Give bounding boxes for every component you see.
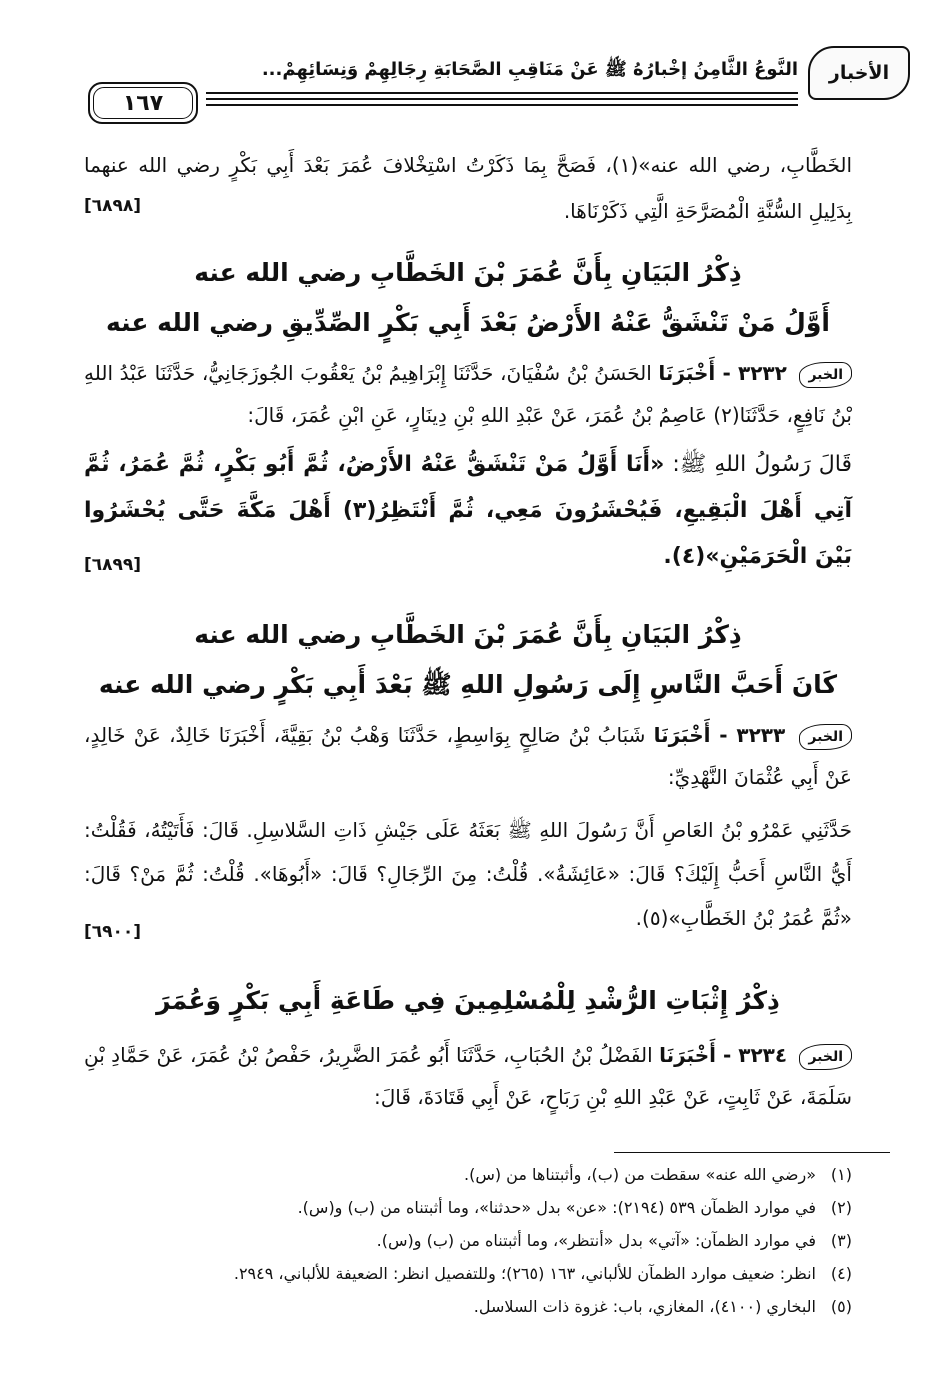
- section-subheading: أَوَّلُ مَنْ تَنْشَقُّ عَنْهُ الأَرْضُ بَعْدَ أَبِي بَكْرٍ الصِّدِّيقِ رضي الله عنه: [106, 308, 830, 337]
- footnote: [84, 1224, 852, 1257]
- footnote-text: في موارد الظمآن ٥٣٩ (٢١٩٤): «عن» بدل «حدثنا»، وما أثبتناه من (ب) و(س).: [297, 1198, 816, 1217]
- page-number-text: ١٦٧: [122, 90, 164, 116]
- page-header: [88, 46, 910, 126]
- hadith-number: ٣٢٣٢ - أَخْبَرَنَا: [658, 361, 787, 385]
- footnote: [84, 1158, 852, 1191]
- section-subheading: كَانَ أَحَبَّ النَّاسِ إِلَى رَسُولِ اللهِ ﷺ بَعْدَ أَبِي بَكْرٍ رضي الله عنه: [98, 670, 838, 699]
- footnote-number: (٤): [830, 1264, 852, 1283]
- footnote-text: «رضي الله عنه» سقطت من (ب)، وأثبتناها من (س).: [463, 1165, 816, 1184]
- reference-number: [٦٨٩٩]: [84, 555, 142, 575]
- intro-text: الخَطَّابِ، رضي الله عنه»(١)، فَصَحَّ بِمَا ذَكَرْتُ اسْتِخْلافَ عُمَرَ بَعْدَ أَبِي بَكْرٍ رضي الله عنهما بِدَلِيلِ السُّنَّةِ الْمُصَرَّحَةِ الَّتِي ذَكَرْنَاهَا.: [84, 153, 852, 223]
- footnote: [84, 1191, 852, 1224]
- reference-number: [٦٨٩٨]: [84, 196, 142, 216]
- section-heading: ذِكْرُ إِثْبَاتِ الرُّشْدِ لِلْمُسْلِمِينَ فِي طَاعَةِ أَبِي بَكْرٍ وَعُمَرَ: [156, 986, 780, 1015]
- hadith-number: ٣٢٣٣ - أَخْبَرَنَا: [653, 723, 786, 747]
- intro-paragraph: [84, 142, 852, 234]
- footnotes: [84, 1158, 852, 1323]
- matn-text: حَدَّثَنِي عَمْرُو بْنُ العَاصِ أَنَّ رَسُولَ اللهِ ﷺ بَعَثَهُ عَلَى جَيْشِ ذَاتِ السَّلاسِلِ. قَالَ: فَأَتَيْتُهُ، فَقُلْتُ: أَيُّ النَّاسِ أَحَبُّ إِلَيْكَ؟ قَالَ: «عَائِشَةُ». قُلْتُ: مِنَ الرِّجَالِ؟ قَالَ: «أَبُوهَا». قُلْتُ: ثُمَّ مَنْ؟ قَالَ: «ثُمَّ عُمَرُ بْنُ الخَطَّابِ»(٥).: [84, 818, 852, 930]
- reference-number: [٦٩٠٠]: [84, 922, 142, 942]
- chapter-badge: الأخبار: [808, 46, 910, 100]
- hadith-marker: الخبر: [799, 362, 852, 388]
- header-rule: [206, 98, 798, 100]
- section-heading: ذِكْرُ البَيَانِ بِأَنَّ عُمَرَ بْنَ الخَطَّابِ رضي الله عنه: [194, 258, 742, 287]
- matn-text: «أَنَا أَوَّلُ مَنْ تَنْشَقُّ عَنْهُ الأَرْضُ، ثُمَّ أَبُو بَكْرٍ، ثُمَّ عُمَرُ، ثُمَّ آتِي أَهْلَ الْبَقِيعِ، فَيُحْشَرُونَ مَعِي، ثُمَّ أَنْتَظِرُ(٣) أَهْلَ مَكَّةَ حَتَّى يُحْشَرُوا بَيْنَ الْحَرَمَيْنِ»(٤).: [84, 452, 852, 569]
- footnote-number: (١): [830, 1165, 852, 1184]
- hadith-matn: [84, 442, 852, 580]
- footnote: [84, 1290, 852, 1323]
- footnote-text: انظر: ضعيف موارد الظمآن للألباني، ١٦٣ (٢٦٥)؛ وللتفصيل انظر: الضعيفة للألباني، ٢٩٤٩.: [233, 1264, 816, 1283]
- hadith-marker: الخبر: [799, 1044, 852, 1070]
- footnote: [84, 1257, 852, 1290]
- hadith-number: ٣٢٣٤ - أَخْبَرَنَا: [659, 1043, 788, 1067]
- section-heading: ذِكْرُ البَيَانِ بِأَنَّ عُمَرَ بْنَ الخَطَّابِ رضي الله عنه: [194, 620, 742, 649]
- footnote-number: (٥): [830, 1297, 852, 1316]
- footnote-text: في موارد الظمآن: «آتي» بدل «أنتظر»، وما أثبتناه من (ب) و(س).: [376, 1231, 816, 1250]
- isnad-text: شَبَابُ بْنُ صَالِحٍ بِوَاسِطٍ، حَدَّثَنَا وَهْبُ بْنُ بَقِيَّةَ، أَخْبَرَنَا خَالِدٌ، عَنْ خَالِدٍ، عَنْ أَبِي عُثْمَانَ النَّهْدِيِّ:: [84, 723, 852, 789]
- matn-intro: قَالَ رَسُولُ اللهِ ﷺ:: [672, 452, 852, 477]
- footnote-separator: [614, 1152, 890, 1153]
- footnote-text: البخاري (٤١٠٠)، المغازي، باب: غزوة ذات السلاسل.: [473, 1297, 816, 1316]
- header-rule: [206, 92, 798, 94]
- header-rule: [206, 104, 798, 106]
- isnad-text: الفَضْلُ بْنُ الحُبَابِ، حَدَّثَنَا أَبُو عُمَرَ الضَّرِيرُ، حَفْصُ بْنُ عُمَرَ، عَنْ حَمَّادِ بْنِ سَلَمَةَ، عَنْ ثَابِتٍ، عَنْ عَبْدِ اللهِ بْنِ رَبَاحٍ، عَنْ أَبِي قَتَادَةَ، قَالَ:: [84, 1043, 852, 1109]
- hadith-matn: [84, 808, 852, 940]
- hadith-isnad: [84, 352, 852, 436]
- hadith-marker: الخبر: [799, 724, 852, 750]
- running-title: النَّوعُ الثَّامِنُ إخْبارُهُ ﷺ عَنْ مَنَاقِبِ الصَّحَابَةِ رِجَالِهِمْ وَنِسَائِهِمْ...: [261, 59, 798, 80]
- isnad-text: الحَسَنُ بْنُ سُفْيَانَ، حَدَّثَنَا إِبْرَاهِيمُ بْنُ يَعْقُوبَ الجُوزَجَانِيُّ، حَدَّثَنَا عَبْدُ اللهِ بْنُ نَافِعٍ، حَدَّثَنَا(٢) عَاصِمُ بْنُ عُمَرَ، عَنْ عَبْدِ اللهِ بْنِ دِينَارٍ، عَنِ ابْنِ عُمَرَ، قَالَ:: [84, 361, 852, 427]
- footnote-number: (٢): [830, 1198, 852, 1217]
- footnote-number: (٣): [830, 1231, 852, 1250]
- page-number: [88, 82, 198, 124]
- hadith-isnad: [84, 1034, 852, 1118]
- hadith-isnad: [84, 714, 852, 798]
